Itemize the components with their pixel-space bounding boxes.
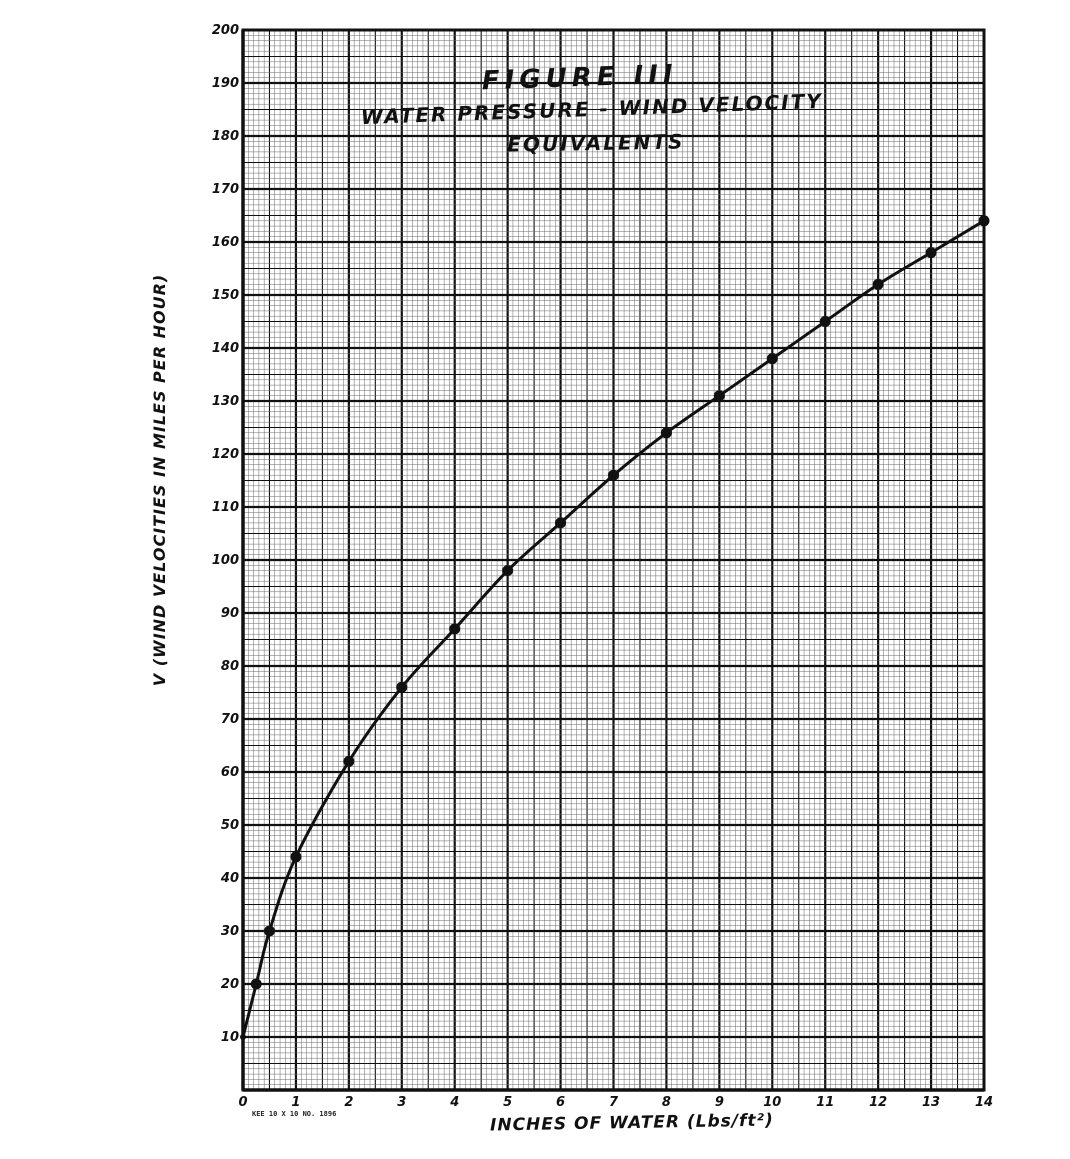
data-point bbox=[555, 517, 566, 528]
y-tick-label: 10 bbox=[220, 1030, 239, 1045]
x-axis-label: INCHES OF WATER (Lbs/ft²) bbox=[489, 1110, 774, 1136]
x-tick-label: 7 bbox=[608, 1095, 619, 1110]
x-tick-label: 9 bbox=[714, 1095, 724, 1110]
data-point bbox=[343, 756, 354, 767]
y-tick-label: 50 bbox=[220, 818, 239, 833]
y-tick-label: 190 bbox=[211, 76, 239, 91]
x-tick-label: 8 bbox=[661, 1095, 671, 1110]
data-point bbox=[873, 279, 884, 290]
x-tick-label: 14 bbox=[974, 1095, 994, 1110]
x-tick-label: 10 bbox=[763, 1095, 782, 1110]
y-tick-label: 60 bbox=[220, 765, 239, 780]
chart-grid bbox=[243, 30, 984, 1090]
data-point bbox=[926, 247, 937, 258]
data-point bbox=[661, 427, 672, 438]
x-tick-label: 6 bbox=[556, 1095, 566, 1110]
y-tick-label: 110 bbox=[211, 500, 239, 515]
y-tick-label: 20 bbox=[220, 977, 239, 992]
data-point bbox=[820, 316, 831, 327]
y-tick-label: 40 bbox=[220, 871, 239, 886]
chart-title: FIGURE III bbox=[481, 59, 679, 97]
y-tick-label: 70 bbox=[220, 712, 239, 727]
y-tick-label: 200 bbox=[211, 23, 239, 38]
y-tick-label: 150 bbox=[211, 288, 239, 303]
x-tick-label: 2 bbox=[344, 1095, 354, 1110]
x-tick-label: 3 bbox=[397, 1095, 407, 1110]
y-tick-label: 30 bbox=[220, 924, 239, 939]
x-tick-label: 0 bbox=[238, 1095, 248, 1110]
data-point bbox=[979, 215, 990, 226]
data-point bbox=[251, 979, 262, 990]
y-tick-label: 140 bbox=[211, 341, 239, 356]
y-tick-label: 160 bbox=[211, 235, 239, 250]
data-point bbox=[290, 851, 301, 862]
x-tick-label: 12 bbox=[869, 1095, 888, 1110]
graph-paper-stamp: KEE 10 X 10 NO. 1896 bbox=[252, 1110, 337, 1118]
x-tick-label: 11 bbox=[816, 1095, 835, 1110]
data-point bbox=[502, 565, 513, 576]
y-tick-label: 120 bbox=[211, 447, 239, 462]
y-tick-label: 130 bbox=[211, 394, 239, 409]
x-tick-label: 1 bbox=[291, 1095, 301, 1110]
x-tick-label: 13 bbox=[922, 1095, 941, 1110]
x-tick-label: 4 bbox=[450, 1095, 460, 1110]
chart-subtitle-line-2: EQUIVALENTS bbox=[507, 129, 685, 157]
data-point bbox=[264, 926, 275, 937]
data-point bbox=[608, 470, 619, 481]
chart-subtitle-line-1: WATER PRESSURE - WIND VELOCITY bbox=[360, 88, 824, 130]
x-tick-label: 5 bbox=[503, 1095, 513, 1110]
y-tick-label: 90 bbox=[220, 606, 239, 621]
data-point bbox=[767, 353, 778, 364]
y-axis-label: V (WIND VELOCITIES IN MILES PER HOUR) bbox=[150, 273, 169, 687]
y-tick-label: 100 bbox=[211, 553, 239, 568]
y-tick-label: 80 bbox=[220, 659, 239, 674]
y-tick-label: 170 bbox=[211, 182, 239, 197]
y-tick-label: 180 bbox=[211, 129, 239, 144]
data-point bbox=[449, 623, 460, 634]
data-point bbox=[714, 390, 725, 401]
data-point bbox=[396, 682, 407, 693]
data-point bbox=[240, 1034, 246, 1040]
